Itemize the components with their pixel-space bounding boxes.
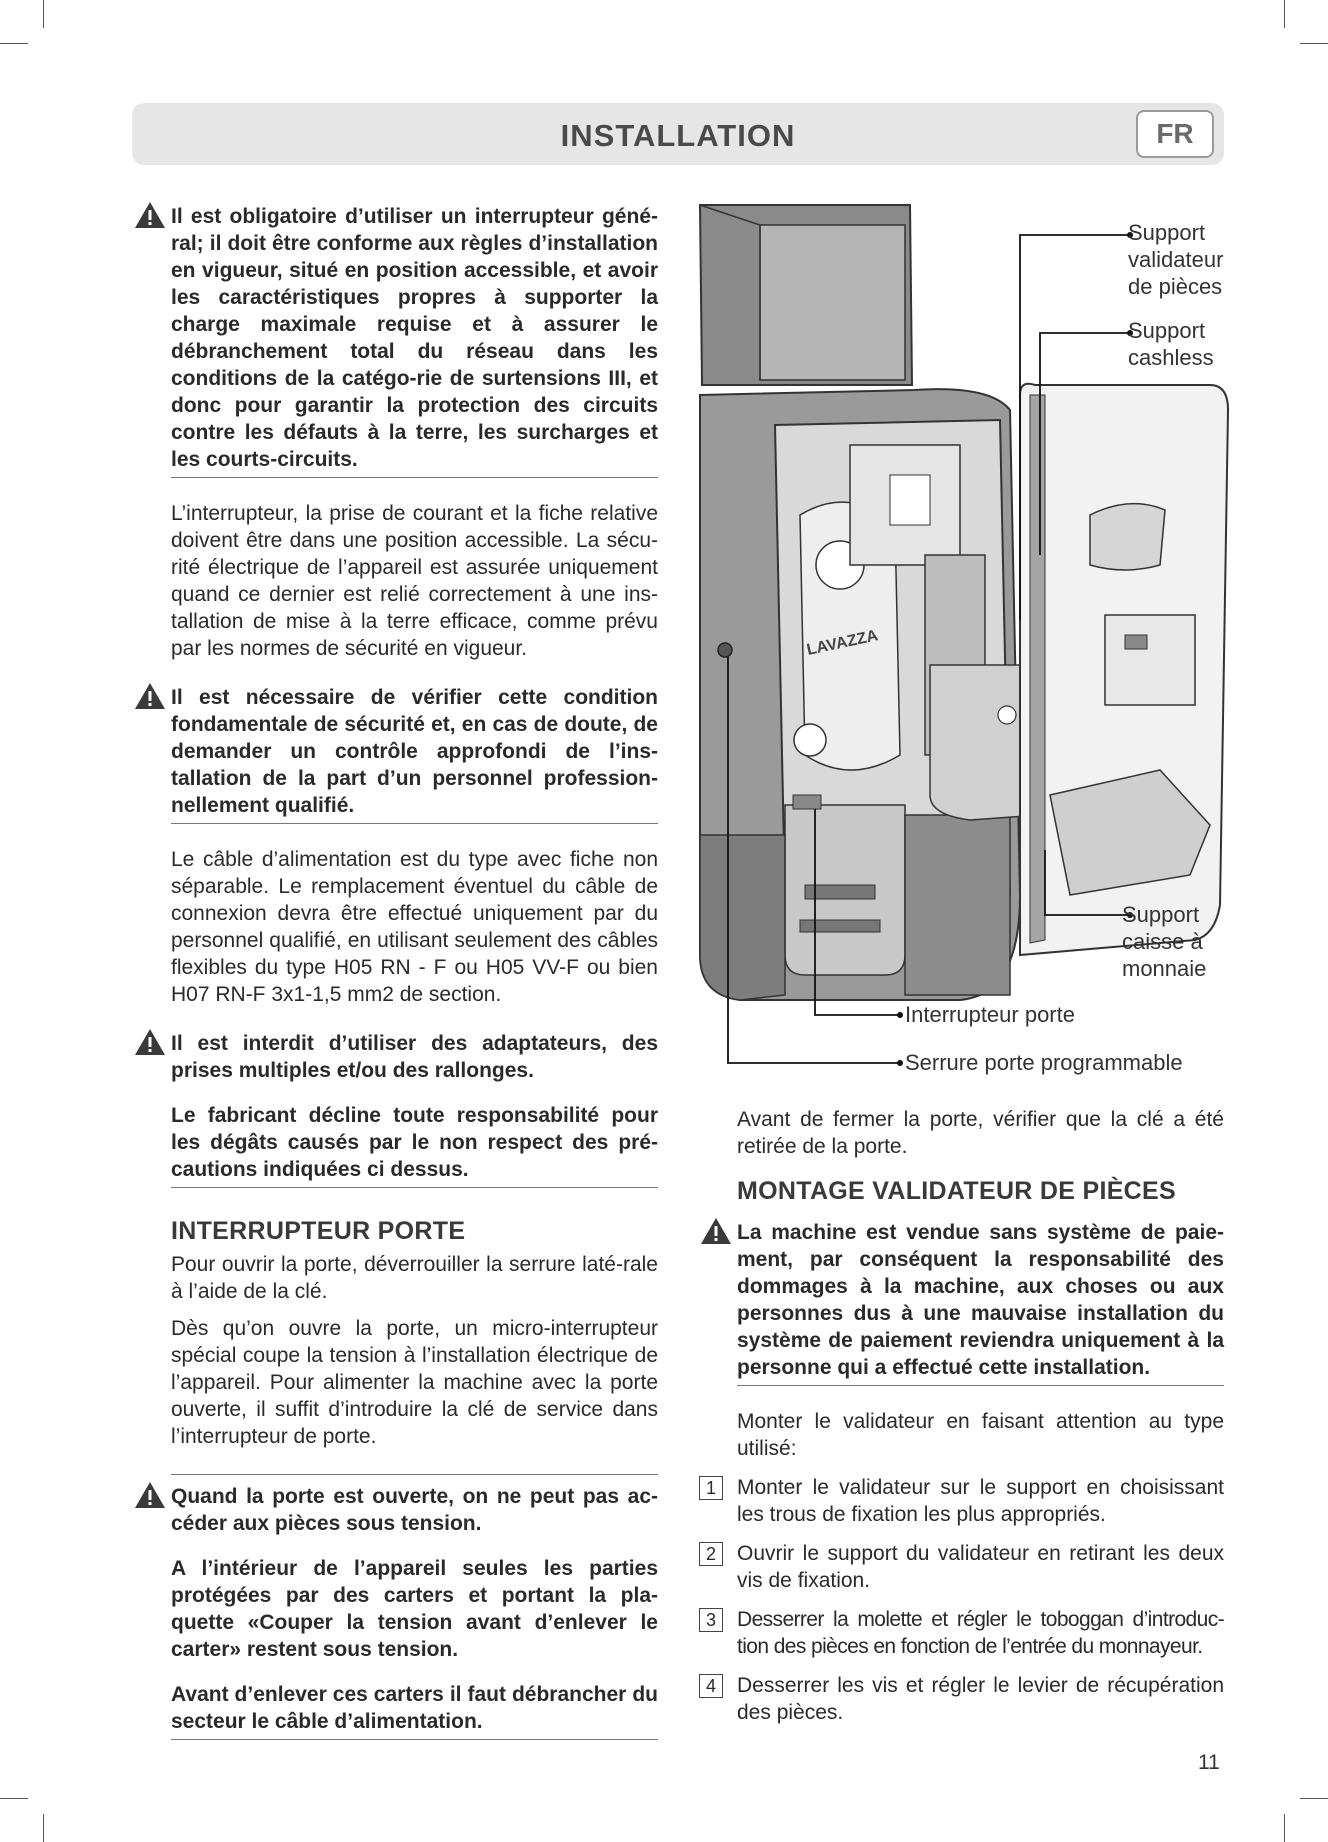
callout-door-switch: Interrupteur porte [905, 1002, 1075, 1027]
warning-text: Il est obligatoire d’utiliser un interrupteur géné-ral; il doit être conforme aux règles d’installation en vigueur, situé en position accessible, et avoir les caractéristiques propres à supporter la charge maximale requise et à assurer le débranchement total du réseau dans les conditions de la catégo-rie de surtensions III, et donc pour garantir la protection des circuits contre les défauts à la terre, les surcharges et les courts-circuits. [171, 205, 658, 471]
paragraph: Monter le validateur en faisant attention au type utilisé: [737, 1410, 1224, 1460]
list-item [705, 1606, 1224, 1660]
step-text: Ouvrir le support du validateur en retirant les deux vis de fixation. [737, 1542, 1224, 1592]
list-item [705, 1474, 1224, 1528]
warning-block [171, 1555, 658, 1667]
language-badge: FR [1136, 110, 1214, 158]
warning-icon [134, 201, 166, 229]
crop-mark [1284, 0, 1285, 28]
callout-door-lock: Serrure porte programmable [905, 1050, 1183, 1075]
warning-text: Il est nécessaire de vérifier cette condition fondamentale de sécurité et, en cas de doute, de demander un contrôle approfondi de l’ins-tallation de la part d’un personnel profession-nellement qualifié. [171, 686, 658, 817]
warning-icon [134, 1028, 166, 1056]
paragraph: Avant de fermer la porte, vérifier que la clé a été retirée de la porte. [737, 1108, 1224, 1158]
step-text: Monter le validateur sur le support en choisissant les trous de fixation les plus appropriés. [737, 1476, 1224, 1526]
warning-block [171, 203, 658, 478]
section-heading: INTERRUPTEUR PORTE [171, 1217, 466, 1245]
warning-text: La machine est vendue sans système de paie-ment, par conséquent la responsabilité des dommages à la machine, aux choses ou aux personnes dus à une mauvaise installation du système de paiement reviendra uniquement à la personne qui a effectué cette installation. [737, 1221, 1224, 1379]
page-header [132, 103, 1224, 165]
step-number: 4 [699, 1674, 723, 1698]
warning-text: A l’intérieur de l’appareil seules les parties protégées par des carters et portant la pla-quette «Couper la tension avant d’enlever le carter» restent sous tension. [171, 1557, 658, 1661]
callout-validator-support: Support validateur de pièces [1128, 220, 1224, 299]
callout-cashless-support: Support cashless [1128, 318, 1214, 370]
callout-cashbox-support: Support caisse à monnaie [1122, 902, 1207, 981]
warning-block [737, 1219, 1224, 1386]
brand-logo: LAVAZZA [805, 627, 880, 659]
paragraph: L’interrupteur, la prise de courant et la fiche relative doivent être dans une position accessible. La sécu-rité électrique de l’appareil est assurée uniquement quand ce dernier est relié correctement à une ins-tallation de mise à la terre efficace, comme prévu par les normes de sécurité en vigueur. [171, 502, 658, 660]
crop-mark [1300, 1798, 1328, 1799]
warning-text: Quand la porte est ouverte, on ne peut pas ac-céder aux pièces sous tension. [171, 1485, 658, 1535]
warning-block [171, 1681, 658, 1740]
warning-block [171, 1474, 658, 1541]
crop-mark [43, 0, 44, 28]
page-title: INSTALLATION [560, 118, 796, 153]
warning-text: Il est interdit d’utiliser des adaptateurs, des prises multiples et/ou des rallonges. [171, 1032, 658, 1082]
page-number: 11 [1198, 1751, 1220, 1774]
warning-text: Le fabricant décline toute responsabilité pour les dégâts causés par le non respect des pré-cautions indiquées ci dessus. [171, 1104, 658, 1181]
step-text: Desserrer la molette et régler le toboggan d’introduc-tion des pièces en fonction de l’entrée du monnayeur. [737, 1608, 1224, 1658]
step-text: Desserrer les vis et régler le levier de récupération des pièces. [737, 1674, 1224, 1724]
warning-icon [134, 1481, 166, 1509]
list-item [705, 1672, 1224, 1726]
warning-block [171, 684, 658, 824]
list-item [705, 1540, 1224, 1594]
step-number: 3 [699, 1608, 723, 1632]
step-number: 2 [699, 1542, 723, 1566]
crop-mark [0, 1798, 28, 1799]
crop-mark [0, 43, 28, 44]
warning-icon [700, 1217, 732, 1245]
crop-mark [43, 1814, 44, 1842]
warning-block [171, 1102, 658, 1188]
warning-block [171, 1030, 658, 1088]
paragraph: Le câble d’alimentation est du type avec fiche non séparable. Le remplacement éventuel du câble de connexion devra être effectué uniquement par du personnel qualifié, en utilisant seulement des câbles flexibles du type H05 RN - F ou H05 VV-F ou bien H07 RN-F 3x1-1,5 mm2 de section. [171, 848, 658, 1006]
warning-text: Avant d’enlever ces carters il faut débrancher du secteur le câble d’alimentation. [171, 1683, 658, 1733]
crop-mark [1300, 43, 1328, 44]
right-column [705, 1106, 1224, 1738]
machine-illustration [690, 195, 1230, 1080]
paragraph: Dès qu’on ouvre la porte, un micro-interrupteur spécial coupe la tension à l’installation électrique de l’appareil. Pour alimenter la machine avec la porte ouverte, il suffit d’introduire la clé de service dans l’interrupteur de porte. [171, 1317, 658, 1448]
left-column [171, 203, 658, 1762]
warning-icon [134, 682, 166, 710]
step-number: 1 [699, 1476, 723, 1500]
section-heading: MONTAGE VALIDATEUR DE PIÈCES [737, 1177, 1176, 1205]
paragraph: Pour ouvrir la porte, déverrouiller la serrure laté-rale à l’aide de la clé. [171, 1253, 658, 1303]
crop-mark [1284, 1814, 1285, 1842]
